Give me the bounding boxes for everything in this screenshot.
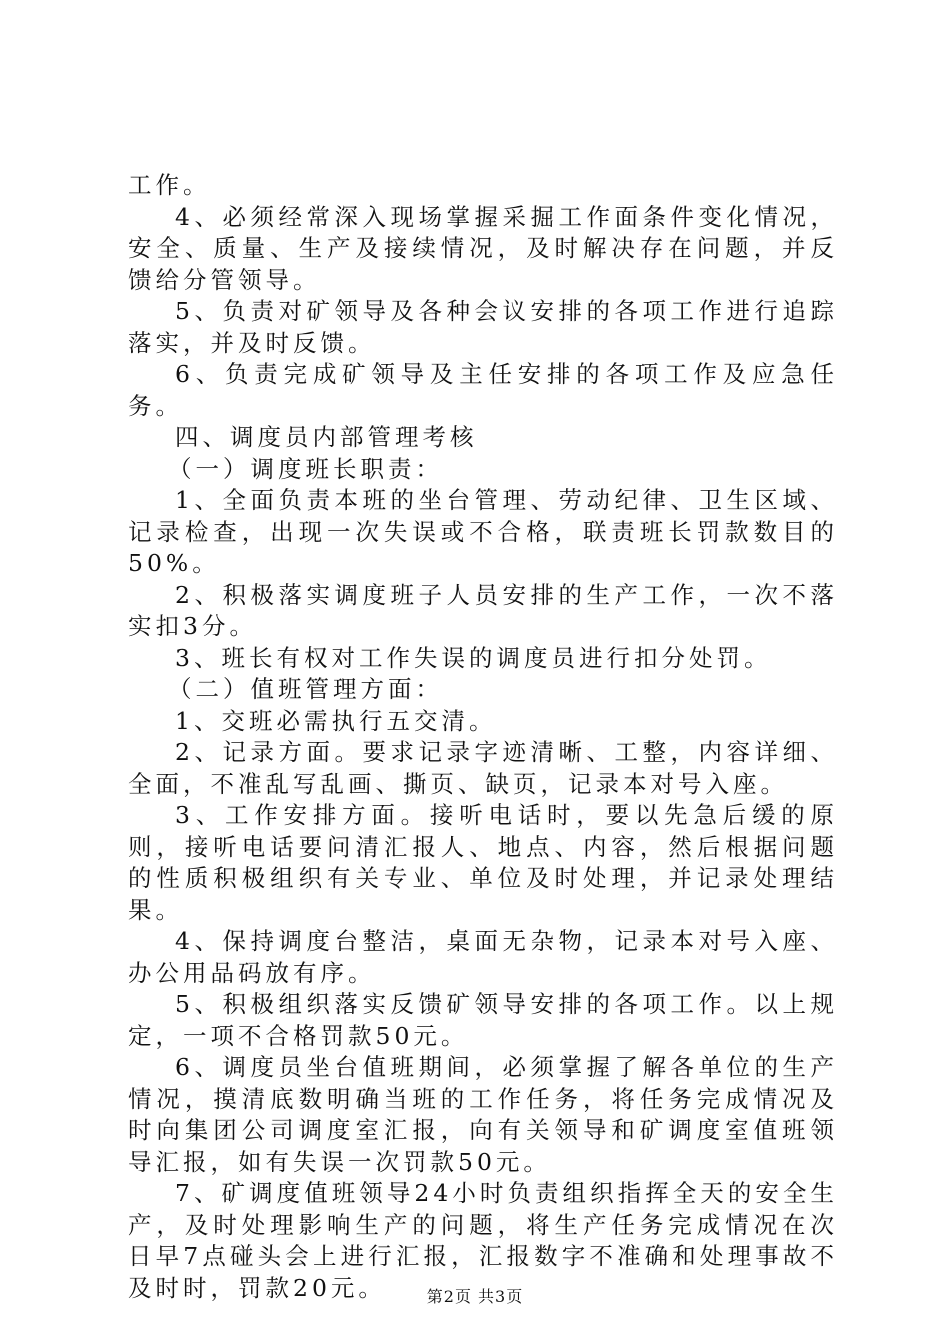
paragraph-item-4: 4、必须经常深入现场掌握采掘工作面条件变化情况，安全、质量、生产及接续情况，及时解决存在问题，并反馈给分管领导。 (128, 202, 838, 294)
section-heading: 四、调度员内部管理考核 (175, 423, 478, 451)
paragraph-item-6: 6、负责完成矿领导及主任安排的各项工作及应急任务。 (128, 360, 838, 420)
paragraph-item-1: 1、全面负责本班的坐台管理、劳动纪律、卫生区域、记录检查，出现一次失误或不合格，联责班长罚款数目的50%。 (128, 486, 838, 577)
paragraph-duty-2: 2、记录方面。要求记录字迹清晰、工整，内容详细、全面，不准乱写乱画、撕页、缺页，记录本对号入座。 (128, 738, 838, 798)
subsection-heading-2: （二）值班管理方面： (168, 675, 443, 703)
paragraph-item-5: 5、负责对矿领导及各种会议安排的各项工作进行追踪落实，并及时反馈。 (128, 297, 838, 357)
document-body (128, 170, 838, 1304)
paragraph-duty-3: 3、工作安排方面。接听电话时，要以先急后缓的原则，接听电话要问清汇报人、地点、内容，然后根据问题的性质积极组织有关专业、单位及时处理，并记录处理结果。 (128, 801, 838, 924)
paragraph-duty-7: 7、矿调度值班领导24小时负责组织指挥全天的安全生产，及时处理影响生产的问题，将生产任务完成情况在次日早7点碰头会上进行汇报，汇报数字不准确和处理事故不及时时，罚款20元。 (128, 1179, 838, 1302)
paragraph-item-3: 3、班长有权对工作失误的调度员进行扣分处罚。 (175, 643, 772, 672)
paragraph-duty-1: 1、交班必需执行五交清。 (175, 706, 497, 735)
page-number-label: 第2页 共3页 (426, 1287, 524, 1306)
paragraph-duty-4: 4、保持调度台整洁，桌面无杂物，记录本对号入座、办公用品码放有序。 (128, 927, 838, 987)
page-footer (0, 1284, 950, 1307)
subsection-heading-1: （一）调度班长职责： (168, 454, 443, 483)
paragraph-duty-6: 6、调度员坐台值班期间，必须掌握了解各单位的生产情况，摸清底数明确当班的工作任务，将任务完成情况及时向集团公司调度室汇报，向有关领导和矿调度室值班领导汇报，如有失误一次罚款50元。 (128, 1053, 838, 1176)
paragraph-continuation: 工作。 (128, 171, 211, 199)
paragraph-duty-5: 5、积极组织落实反馈矿领导安排的各项工作。以上规定，一项不合格罚款50元。 (128, 990, 838, 1050)
paragraph-item-2: 2、积极落实调度班子人员安排的生产工作，一次不落实扣3分。 (128, 580, 838, 640)
